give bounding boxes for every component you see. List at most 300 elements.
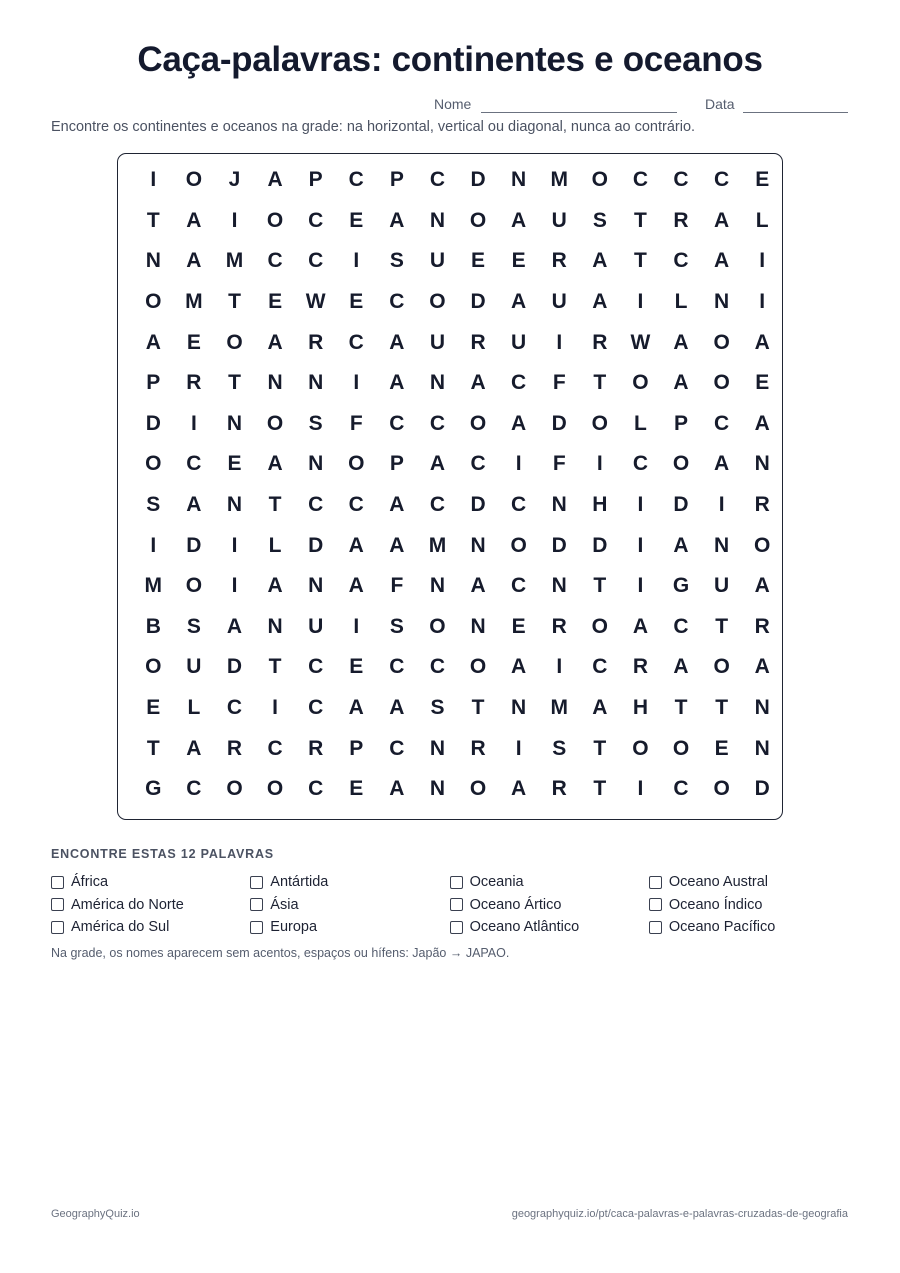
grid-cell[interactable]: R (308, 736, 324, 760)
name-date-row (0, 96, 900, 116)
grid-cell[interactable]: A (673, 655, 689, 679)
grid-cell[interactable]: O (145, 655, 162, 679)
word-label: Oceano Atlântico (469, 919, 580, 936)
grid-cell[interactable]: P (674, 411, 689, 435)
grid-cell[interactable]: G (145, 777, 162, 801)
grid-cell[interactable]: N (429, 371, 446, 395)
grid-cell[interactable]: A (511, 655, 527, 679)
grid-cell[interactable]: D (470, 168, 486, 192)
grid-cell[interactable]: T (593, 736, 607, 760)
grid-cell[interactable]: E (268, 290, 283, 314)
grid-cell[interactable]: N (226, 411, 243, 435)
grid-cell[interactable]: T (593, 371, 607, 395)
grid-cell[interactable]: D (754, 777, 770, 801)
grid-cell[interactable]: C (389, 736, 405, 760)
grid-cell[interactable]: I (637, 574, 644, 598)
grid-note: Na grade, os nomes aparecem sem acentos, espaços ou hífens: Japão → JAPAO. (51, 946, 510, 960)
grid-cell[interactable]: H (632, 696, 648, 720)
word-item (450, 871, 649, 894)
grid-cell[interactable]: E (511, 614, 526, 638)
grid-cell[interactable]: A (348, 574, 364, 598)
grid-cell[interactable]: N (551, 574, 567, 598)
grid-cell[interactable]: O (632, 736, 649, 760)
grid-cell[interactable]: U (551, 290, 567, 314)
grid-cell[interactable]: E (349, 208, 364, 232)
grid-cell[interactable]: T (268, 655, 282, 679)
instructions: Encontre os continentes e oceanos na grade: na horizontal, vertical ou diagonal, nunca ao contrário. (51, 119, 696, 135)
grid-cell[interactable]: A (714, 208, 730, 232)
word-label: Antártida (270, 874, 329, 891)
grid-cell[interactable]: A (714, 249, 730, 273)
grid-cell[interactable]: O (429, 614, 446, 638)
grid-cell[interactable]: O (469, 655, 487, 679)
grid-cell[interactable]: A (714, 452, 730, 476)
grid-cell[interactable]: N (754, 736, 770, 760)
grid-cell[interactable]: O (348, 452, 365, 476)
grid-cell[interactable]: O (469, 208, 487, 232)
grid-cell[interactable]: U (511, 330, 527, 354)
grid-cell[interactable]: C (673, 614, 689, 638)
grid-cell[interactable]: A (186, 249, 202, 273)
grid-cell[interactable]: D (470, 290, 486, 314)
word-checkbox[interactable] (649, 898, 662, 911)
grid-cell[interactable]: E (349, 655, 364, 679)
grid-cell[interactable]: N (511, 696, 527, 720)
footer-url: geographyquiz.io/pt/caca-palavras-e-palavras-cruzadas-de-geografia (511, 1208, 848, 1220)
grid-cell[interactable]: N (267, 614, 283, 638)
grid-cell[interactable]: D (673, 493, 689, 517)
grid-cell[interactable]: M (185, 290, 203, 314)
grid-cell[interactable]: R (592, 330, 608, 354)
grid-cell[interactable]: E (186, 330, 201, 354)
grid-cell[interactable]: A (389, 371, 405, 395)
grid-cell[interactable]: E (146, 696, 161, 720)
grid-cell[interactable]: S (430, 696, 445, 720)
grid-cell[interactable]: I (637, 493, 644, 517)
grid-cell[interactable]: U (186, 655, 202, 679)
word-checkbox[interactable] (649, 921, 662, 934)
word-item (51, 916, 250, 939)
grid-cell[interactable]: C (673, 168, 689, 192)
grid-cell[interactable]: T (593, 574, 607, 598)
grid-cell[interactable]: I (759, 290, 766, 314)
grid-cell[interactable]: C (592, 655, 608, 679)
grid-cell[interactable]: C (511, 574, 527, 598)
grid-cell[interactable]: A (267, 452, 283, 476)
grid-cell[interactable]: A (389, 208, 405, 232)
grid-cell[interactable]: A (186, 493, 202, 517)
grid-cell[interactable]: A (511, 208, 527, 232)
grid-cell[interactable]: E (755, 371, 770, 395)
grid-cell[interactable]: S (389, 614, 404, 638)
grid-cell[interactable]: N (267, 371, 283, 395)
word-item (250, 916, 449, 939)
grid-cell[interactable]: A (673, 371, 689, 395)
grid-cell[interactable]: C (429, 168, 446, 192)
grid-cell[interactable]: C (308, 208, 324, 232)
grid-cell[interactable]: A (389, 493, 405, 517)
grid-cell[interactable]: C (632, 168, 648, 192)
word-item (649, 871, 848, 894)
grid-cell[interactable]: R (632, 655, 648, 679)
grid-cell[interactable]: C (632, 452, 648, 476)
grid-cell[interactable]: E (471, 249, 486, 273)
grid-cell[interactable]: A (511, 777, 527, 801)
grid-cell[interactable]: D (308, 533, 324, 557)
grid-cell[interactable]: O (754, 533, 771, 557)
grid-cell[interactable]: R (551, 777, 567, 801)
grid-cell[interactable]: T (228, 371, 241, 395)
grid-cell[interactable]: N (470, 533, 486, 557)
grid-cell[interactable]: O (713, 330, 730, 354)
grid-cell[interactable]: N (429, 777, 446, 801)
grid-cell[interactable]: I (150, 533, 157, 557)
grid-cell[interactable]: I (759, 249, 766, 273)
word-label: África (71, 874, 109, 891)
word-checkbox[interactable] (51, 876, 64, 889)
grid-cell[interactable]: O (510, 533, 527, 557)
grid-cell[interactable]: S (186, 614, 201, 638)
word-checkbox[interactable] (250, 898, 263, 911)
grid-cell[interactable]: C (348, 493, 364, 517)
grid-cell[interactable]: N (754, 696, 770, 720)
grid-cell[interactable]: N (470, 614, 486, 638)
grid-cell[interactable]: C (470, 452, 486, 476)
grid-cell[interactable]: S (552, 736, 567, 760)
grid-cell[interactable]: C (308, 655, 324, 679)
grid-cell[interactable]: C (429, 411, 446, 435)
grid-cell[interactable]: C (429, 655, 446, 679)
word-item (250, 894, 449, 917)
grid-cell[interactable]: S (308, 411, 323, 435)
grid-cell[interactable]: O (672, 452, 690, 476)
grid-cell[interactable]: H (592, 493, 608, 517)
grid-cell[interactable]: R (754, 493, 770, 517)
grid-cell[interactable]: P (349, 736, 364, 760)
grid-cell[interactable]: I (718, 493, 725, 517)
grid-cell[interactable]: E (349, 777, 364, 801)
grid-cell[interactable]: O (632, 371, 649, 395)
grid-cell[interactable]: A (632, 614, 648, 638)
grid-cell[interactable]: P (389, 168, 404, 192)
grid-cell[interactable]: S (592, 208, 607, 232)
word-checkbox[interactable] (649, 876, 662, 889)
grid-cell[interactable]: N (551, 493, 567, 517)
grid-cell[interactable]: D (551, 411, 567, 435)
grid-cell[interactable]: T (471, 696, 485, 720)
grid-cell[interactable]: T (715, 614, 729, 638)
grid-cell[interactable]: O (185, 168, 203, 192)
grid-cell[interactable]: O (713, 777, 730, 801)
grid-cell[interactable]: W (630, 330, 651, 354)
grid-cell[interactable]: O (469, 777, 487, 801)
word-checkbox[interactable] (450, 921, 463, 934)
grid-cell[interactable]: F (552, 452, 566, 476)
grid-cell[interactable]: C (308, 696, 324, 720)
grid-cell[interactable]: A (389, 533, 405, 557)
grid-cell[interactable]: O (672, 736, 690, 760)
grid-cell[interactable]: A (348, 533, 364, 557)
grid-cell[interactable]: A (673, 330, 689, 354)
grid-cell[interactable]: T (146, 736, 160, 760)
grid-cell[interactable]: N (429, 208, 446, 232)
grid-cell[interactable]: L (268, 533, 282, 557)
grid-cell[interactable]: I (637, 777, 644, 801)
grid-cell[interactable]: C (714, 168, 730, 192)
grid-cell[interactable]: I (515, 452, 522, 476)
grid-cell[interactable]: A (592, 696, 608, 720)
grid-cell[interactable]: C (308, 493, 324, 517)
grid-cell[interactable]: A (267, 168, 283, 192)
grid-cell[interactable]: C (267, 736, 283, 760)
grid-cell[interactable]: I (556, 330, 563, 354)
grid-cell[interactable]: L (187, 696, 201, 720)
grid-cell[interactable]: S (146, 493, 161, 517)
grid-cell[interactable]: U (551, 208, 567, 232)
grid-cell[interactable]: B (145, 614, 161, 638)
grid-cell[interactable]: D (145, 411, 161, 435)
word-label: Oceano Ártico (469, 896, 562, 913)
grid-cell[interactable]: A (754, 655, 770, 679)
grid-cell[interactable]: T (146, 208, 160, 232)
grid-cell[interactable]: U (429, 249, 446, 273)
grid-cell[interactable]: A (389, 696, 405, 720)
date-label: Data (705, 96, 735, 112)
page-title: Caça-palavras: continentes e oceanos (137, 40, 763, 79)
grid-cell[interactable]: T (228, 290, 241, 314)
grid-cell[interactable]: I (231, 574, 238, 598)
name-line (481, 112, 677, 113)
grid-cell[interactable]: O (266, 208, 284, 232)
grid-cell[interactable]: A (754, 574, 770, 598)
word-label: Oceano Índico (668, 896, 763, 913)
grid-cell[interactable]: T (715, 696, 729, 720)
grid-cell[interactable]: I (353, 249, 360, 273)
grid-cell[interactable]: C (308, 777, 324, 801)
grid-cell[interactable]: A (267, 330, 283, 354)
footer-brand: GeographyQuiz.io (51, 1208, 140, 1220)
grid-cell[interactable]: N (714, 533, 730, 557)
grid-cell[interactable]: D (592, 533, 608, 557)
word-item (51, 894, 250, 917)
grid-cell[interactable]: E (511, 249, 526, 273)
grid-cell[interactable]: R (186, 371, 202, 395)
grid-cell[interactable]: M (144, 574, 163, 598)
grid-cell[interactable]: F (349, 411, 363, 435)
grid-cell[interactable]: D (186, 533, 202, 557)
grid-cell[interactable]: E (227, 452, 242, 476)
grid-cell[interactable]: I (150, 168, 157, 192)
grid-cell[interactable]: C (673, 777, 689, 801)
grid-cell[interactable]: I (556, 655, 563, 679)
grid-cell[interactable]: L (634, 411, 647, 435)
word-label: Europa (270, 919, 318, 936)
grid-cell[interactable]: O (226, 777, 243, 801)
word-checkbox[interactable] (250, 876, 263, 889)
grid-cell[interactable]: S (389, 249, 404, 273)
grid-cell[interactable]: O (266, 411, 284, 435)
grid-cell[interactable]: N (511, 168, 527, 192)
grid-cell[interactable]: A (511, 411, 527, 435)
grid-cell[interactable]: A (470, 371, 486, 395)
date-line (743, 112, 848, 113)
grid-cell[interactable]: O (266, 777, 284, 801)
grid-cell[interactable]: N (308, 371, 324, 395)
grid-cell[interactable]: N (145, 249, 161, 273)
grid-cell[interactable]: A (754, 411, 770, 435)
grid-cell[interactable]: D (470, 493, 486, 517)
grid-cell[interactable]: C (511, 371, 527, 395)
grid-cell[interactable]: T (634, 249, 647, 273)
grid-cell[interactable]: T (593, 777, 607, 801)
grid-cell[interactable]: I (637, 290, 644, 314)
grid-cell[interactable]: I (596, 452, 603, 476)
grid-cell[interactable]: A (511, 290, 527, 314)
word-item (450, 894, 649, 917)
grid-cell[interactable]: C (348, 168, 364, 192)
word-list-heading: ENCONTRE ESTAS 12 PALAVRAS (51, 847, 274, 861)
grid-cell[interactable]: R (673, 208, 689, 232)
grid-cell[interactable]: P (146, 371, 161, 395)
grid-cell[interactable]: M (550, 168, 568, 192)
grid-cell[interactable]: A (389, 777, 405, 801)
grid-cell[interactable]: C (389, 290, 405, 314)
grid-cell[interactable]: C (389, 655, 405, 679)
word-checkbox[interactable] (51, 898, 64, 911)
word-item (450, 916, 649, 939)
grid-cell[interactable]: N (754, 452, 770, 476)
grid-cell[interactable]: O (591, 168, 608, 192)
word-checkbox[interactable] (450, 898, 463, 911)
word-list (51, 871, 851, 939)
grid-cell[interactable]: C (308, 249, 324, 273)
grid-cell[interactable]: O (145, 452, 162, 476)
grid-cell[interactable]: C (511, 493, 527, 517)
grid-cell[interactable]: O (469, 411, 487, 435)
grid-cell[interactable]: D (226, 655, 243, 679)
grid-cell[interactable]: R (551, 614, 567, 638)
grid-cell[interactable]: A (592, 249, 608, 273)
grid-cell[interactable]: R (551, 249, 567, 273)
grid-cell[interactable]: F (552, 371, 566, 395)
grid-cell[interactable]: R (754, 614, 770, 638)
grid-cell[interactable]: A (186, 736, 202, 760)
grid-cell[interactable]: O (713, 655, 730, 679)
grid-cell[interactable]: T (634, 208, 647, 232)
grid-cell[interactable]: I (353, 371, 360, 395)
grid-cell[interactable]: C (186, 452, 202, 476)
grid-cell[interactable]: C (186, 777, 202, 801)
grid-cell[interactable]: N (429, 574, 446, 598)
grid-cell[interactable]: A (592, 290, 608, 314)
grid-cell[interactable]: A (186, 208, 202, 232)
grid-cell[interactable]: R (470, 330, 486, 354)
grid-cell[interactable]: A (348, 696, 364, 720)
grid-cell[interactable]: L (674, 290, 688, 314)
grid-cell[interactable]: A (145, 330, 161, 354)
word-checkbox[interactable] (51, 921, 64, 934)
grid-cell[interactable]: N (308, 452, 324, 476)
grid-cell[interactable]: C (429, 493, 446, 517)
grid-cell[interactable]: I (231, 208, 238, 232)
grid-cell[interactable]: E (349, 290, 364, 314)
grid-cell[interactable]: C (389, 411, 405, 435)
grid-cell[interactable]: E (755, 168, 770, 192)
grid-cell[interactable]: U (429, 330, 446, 354)
grid-cell[interactable]: O (145, 290, 162, 314)
grid-cell[interactable]: I (637, 533, 644, 557)
word-checkbox[interactable] (250, 921, 263, 934)
word-item (649, 894, 848, 917)
grid-cell[interactable]: T (674, 696, 688, 720)
grid-cell[interactable]: A (267, 574, 283, 598)
grid-cell[interactable]: R (470, 736, 486, 760)
grid-cell[interactable]: O (226, 330, 243, 354)
word-checkbox[interactable] (450, 876, 463, 889)
grid-cell[interactable]: W (305, 290, 326, 314)
word-search-grid (133, 160, 783, 810)
grid-cell[interactable]: M (428, 533, 447, 557)
grid-cell[interactable]: C (348, 330, 364, 354)
grid-cell[interactable]: C (267, 249, 283, 273)
grid-cell[interactable]: P (389, 452, 404, 476)
grid-cell[interactable]: A (470, 574, 486, 598)
grid-cell[interactable]: I (515, 736, 522, 760)
grid-cell[interactable]: I (190, 411, 197, 435)
grid-cell[interactable]: C (226, 696, 243, 720)
grid-cell[interactable]: T (268, 493, 282, 517)
grid-cell[interactable]: U (308, 614, 324, 638)
word-search-grid-frame (117, 153, 783, 820)
word-item (649, 916, 848, 939)
grid-cell[interactable]: O (591, 411, 608, 435)
grid-cell[interactable]: N (226, 493, 243, 517)
grid-cell[interactable]: O (185, 574, 203, 598)
grid-cell[interactable]: O (429, 290, 446, 314)
grid-cell[interactable]: I (353, 614, 360, 638)
grid-cell[interactable]: D (551, 533, 567, 557)
grid-cell[interactable]: A (754, 330, 770, 354)
grid-cell[interactable]: L (755, 208, 769, 232)
grid-cell[interactable]: A (429, 452, 446, 476)
grid-cell[interactable]: N (714, 290, 730, 314)
grid-cell[interactable]: M (225, 249, 244, 273)
grid-cell[interactable]: J (228, 168, 241, 192)
grid-cell[interactable]: I (272, 696, 278, 720)
grid-cell[interactable]: N (308, 574, 324, 598)
grid-cell[interactable]: C (673, 249, 689, 273)
grid-cell[interactable]: N (429, 736, 446, 760)
word-label: Ásia (270, 896, 299, 913)
grid-cell[interactable]: R (226, 736, 243, 760)
grid-cell[interactable]: E (714, 736, 729, 760)
grid-cell[interactable]: I (231, 533, 238, 557)
grid-cell[interactable]: O (591, 614, 608, 638)
grid-cell[interactable]: A (673, 533, 689, 557)
grid-cell[interactable]: M (550, 696, 568, 720)
word-label: Oceano Austral (668, 874, 769, 891)
word-label: América do Sul (71, 919, 170, 936)
grid-cell[interactable]: A (226, 614, 243, 638)
grid-cell[interactable]: A (389, 330, 405, 354)
grid-cell[interactable]: R (308, 330, 324, 354)
grid-cell[interactable]: P (308, 168, 323, 192)
grid-cell[interactable]: U (714, 574, 730, 598)
grid-cell[interactable]: O (713, 371, 730, 395)
grid-cell[interactable]: G (672, 574, 690, 598)
grid-cell[interactable]: F (390, 574, 404, 598)
grid-cell[interactable]: C (714, 411, 730, 435)
